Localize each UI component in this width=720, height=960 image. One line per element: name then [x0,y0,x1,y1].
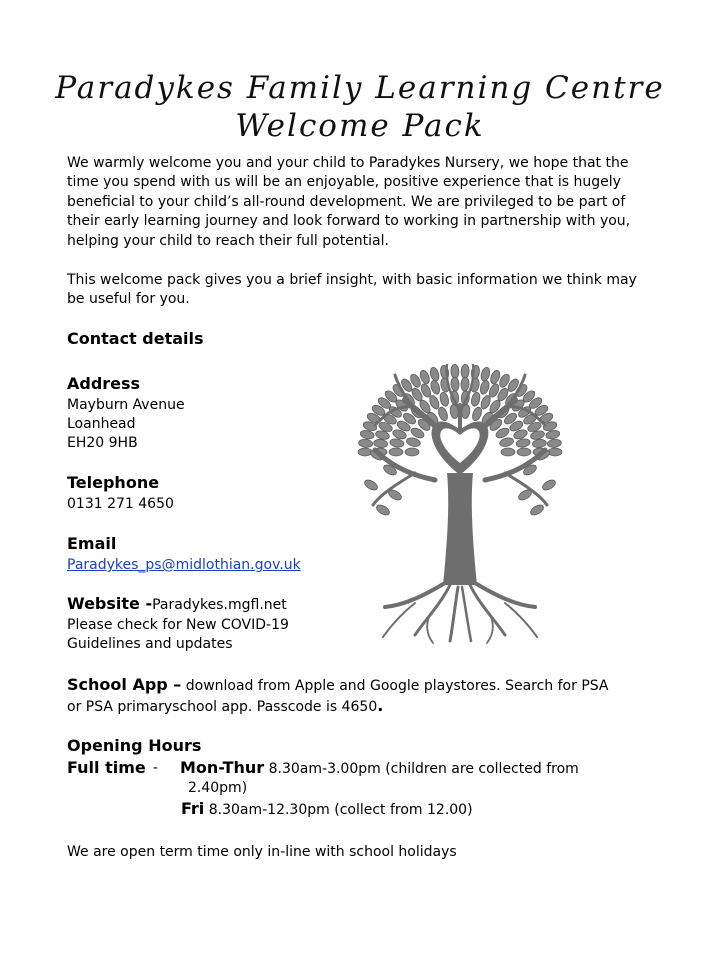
school-app-text-2: or PSA primaryschool app. Passcode is 4650 [67,699,378,715]
intro-paragraph-2: This welcome pack gives you a brief insight, with basic information we think may be useful for you. [67,272,637,308]
leaf [516,438,531,448]
covid-line-1: Please check for New COVID-19 [67,617,289,633]
full-time-text: Full time [67,758,146,777]
school-app-row-2 [67,696,383,717]
leaf [451,377,460,391]
leaf [499,437,515,448]
leaf [406,437,422,448]
leaf [429,379,441,395]
address-heading: Address [67,374,141,393]
leaf [405,448,419,456]
leaf [389,448,403,456]
website-url: Paradykes.mgfl.net [152,597,287,613]
leaf [548,448,562,456]
leaf [358,448,372,456]
leaf [461,377,470,391]
leaf [451,364,460,378]
leaf [461,364,470,378]
tree-trunk [443,473,477,585]
leaf [373,439,388,449]
leaf [389,438,404,448]
school-app-text-end: . [377,696,384,715]
full-time-dash: - [153,760,159,776]
website-row [67,594,287,614]
address-line-3: EH20 9HB [67,435,138,451]
mon-thur-hours: 8.30am-3.00pm (children are collected from [264,761,579,777]
full-time-label [67,758,146,778]
leaf [480,366,491,382]
website-heading: Website - [67,594,153,613]
heart-tree-illustration [355,345,565,645]
leaf [429,366,440,382]
leaf [547,439,562,448]
email-link[interactable]: Paradykes_ps@midlothian.gov.uk [67,557,301,573]
school-app-text-1: download from Apple and Google playstores. Search for PSA [181,678,609,694]
leaf [358,439,373,448]
telephone-heading: Telephone [67,473,160,492]
leaf [437,406,449,422]
email-heading: Email [67,534,117,553]
page-subtitle: Welcome Pack [235,108,485,144]
mon-thur-hours-2: 2.40pm) [188,780,248,796]
mon-thur-label: Mon-Thur [180,758,265,777]
address-line-2: Loanhead [67,416,136,432]
mon-thur-row [180,758,579,778]
tree-roots [383,583,537,643]
leaf [479,379,491,395]
page-title: Paradykes Family Learning Centre [55,70,665,106]
leaf [532,439,547,449]
leaf [470,392,481,408]
fri-row [181,799,473,819]
fri-hours: 8.30am-12.30pm (collect from 12.00) [204,802,473,818]
leaf [375,503,391,517]
telephone-number: 0131 271 4650 [67,496,174,512]
leaf [363,478,379,492]
fri-label: Fri [181,799,205,818]
school-app-row [67,675,609,695]
leaf [439,392,450,408]
leaf [529,503,545,517]
leaf [517,448,531,456]
contact-heading: Contact details [67,329,204,348]
leaf [541,478,557,492]
address-line-1: Mayburn Avenue [67,397,185,413]
term-time-note: We are open term time only in-line with school holidays [67,844,457,860]
opening-hours-heading: Opening Hours [67,736,202,755]
leaf [501,448,515,456]
intro-paragraph-1: We warmly welcome you and your child to Paradykes Nursery, we hope that the time you spend with us will be an enjoyable, positive experience that is hugely beneficial to your child’s all-round development. We are privileged to be part of their early learning journey and look forward to working in partnership with you, helping your child to reach their full potential. [67,155,631,249]
school-app-heading: School App – [67,675,182,694]
covid-line-2: Guidelines and updates [67,636,233,652]
leaf [471,406,483,422]
